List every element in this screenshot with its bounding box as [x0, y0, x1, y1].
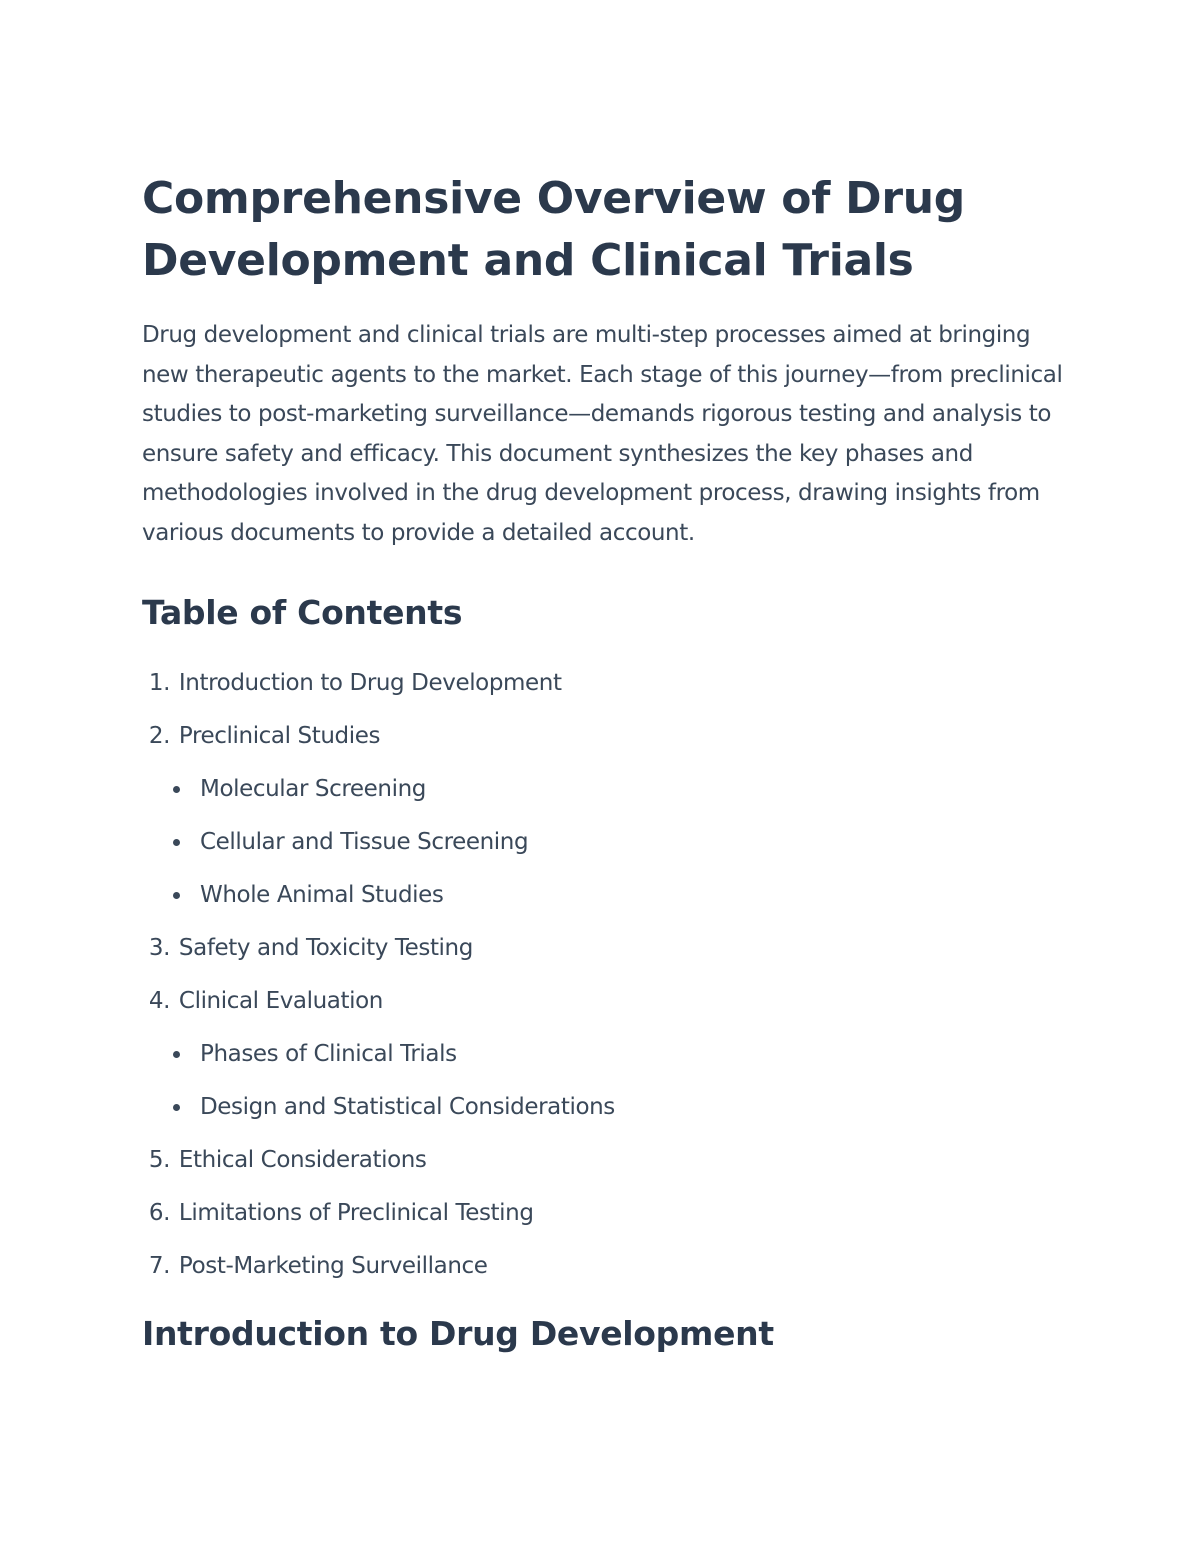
- toc-subitem-label: Design and Statistical Considerations: [200, 1094, 615, 1120]
- toc-item-number: 2.: [148, 723, 170, 749]
- toc-subitem: [142, 879, 1072, 911]
- toc-subitem: [142, 1091, 1072, 1123]
- toc-item-label: Ethical Considerations: [178, 1147, 427, 1173]
- toc-subitem-label: Phases of Clinical Trials: [200, 1041, 457, 1067]
- toc-item-number: 1.: [148, 670, 170, 696]
- document-title: Comprehensive Overview of Drug Development and Clinical Trials: [142, 173, 965, 286]
- bullet-icon: [173, 892, 180, 899]
- toc-subitem-label: Cellular and Tissue Screening: [200, 829, 529, 855]
- bullet-icon: [173, 1051, 180, 1058]
- toc-item-label: Clinical Evaluation: [178, 988, 383, 1014]
- toc-item-number: 5.: [148, 1147, 170, 1173]
- toc-item-number: 3.: [148, 935, 170, 961]
- table-of-contents: [142, 667, 1072, 1282]
- toc-subitem: [142, 773, 1072, 805]
- toc-heading: Table of Contents: [142, 593, 463, 632]
- toc-item: [142, 720, 1072, 911]
- toc-item-label: Safety and Toxicity Testing: [178, 935, 473, 961]
- section-heading: Introduction to Drug Development: [142, 1314, 774, 1353]
- toc-sublist: [142, 773, 1072, 911]
- toc-item-label: Limitations of Preclinical Testing: [178, 1200, 534, 1226]
- toc-item-number: 4.: [148, 988, 170, 1014]
- toc-item-label: Post-Marketing Surveillance: [178, 1253, 488, 1279]
- toc-item: [142, 1197, 1072, 1229]
- toc-item: [142, 932, 1072, 964]
- intro-paragraph: Drug development and clinical trials are multi-step processes aimed at bringing new therapeutic agents to the market. Each stage of this journey—from preclinical studies to post-marketing surveillance—demands rigorous testing and analysis to ensure safety and efficacy. This document synthesizes the key phases and methodologies involved in the drug development process, drawing insights from various documents to provide a detailed account.: [142, 322, 1063, 546]
- toc-item: [142, 1144, 1072, 1176]
- document-page: [142, 168, 1072, 1356]
- toc-subitem: [142, 1038, 1072, 1070]
- toc-item-number: 6.: [148, 1200, 170, 1226]
- toc-item: [142, 667, 1072, 699]
- toc-subitem-label: Whole Animal Studies: [200, 882, 444, 908]
- toc-item-number: 7.: [148, 1253, 170, 1279]
- toc-subitem: [142, 826, 1072, 858]
- toc-sublist: [142, 1038, 1072, 1123]
- bullet-icon: [173, 786, 180, 793]
- bullet-icon: [173, 1104, 180, 1111]
- toc-item-label: Introduction to Drug Development: [178, 670, 562, 696]
- bullet-icon: [173, 839, 180, 846]
- toc-item-label: Preclinical Studies: [178, 723, 381, 749]
- toc-item: [142, 985, 1072, 1123]
- toc-item: [142, 1250, 1072, 1282]
- toc-subitem-label: Molecular Screening: [200, 776, 426, 802]
